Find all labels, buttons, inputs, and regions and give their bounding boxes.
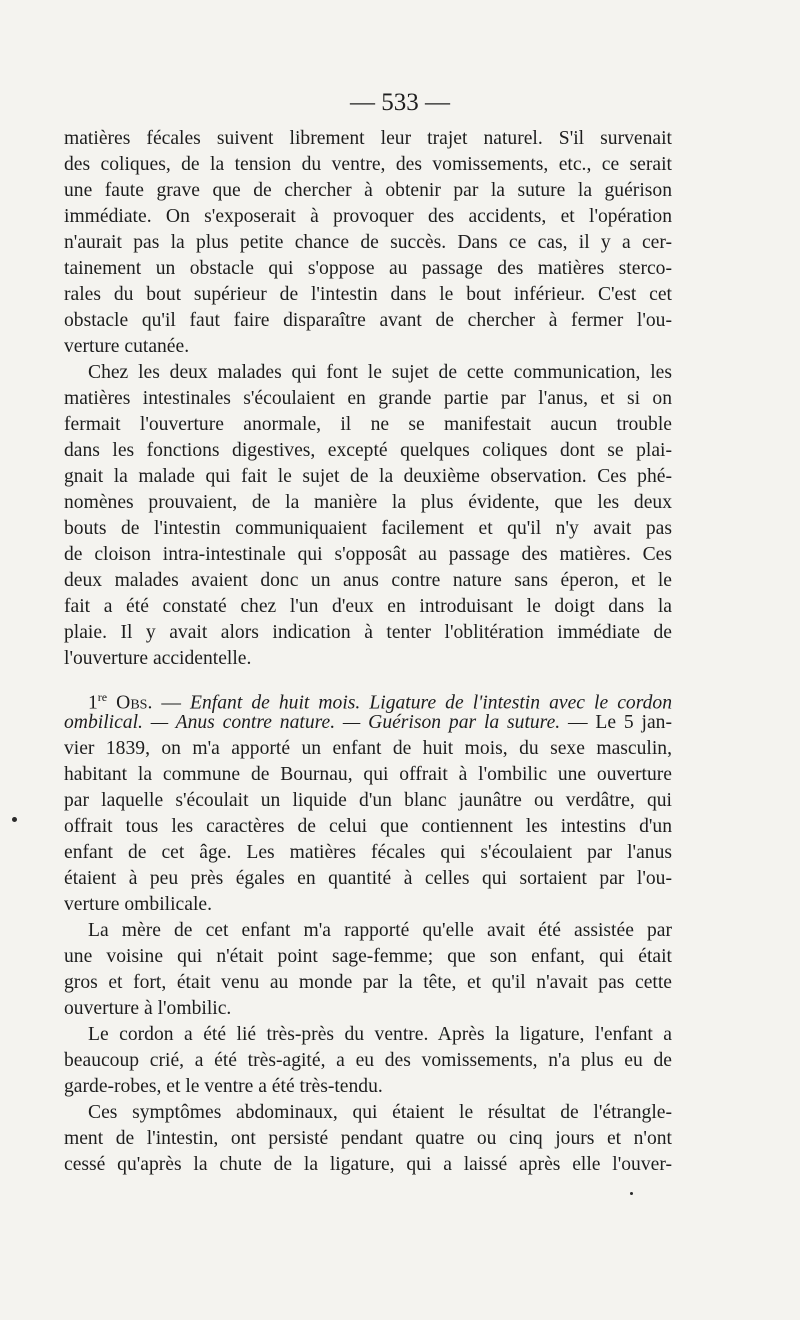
text-line: verture cutanée.	[64, 336, 190, 357]
text-line: nomènes prouvaient, de la manière la plus évidente, que les deux	[64, 492, 672, 513]
print-speck	[630, 1192, 633, 1195]
text-line: ment de l'intestin, ont persisté pendant quatre ou cinq jours et n'ont	[64, 1128, 672, 1149]
text-line: rales du bout supérieur de l'intestin dans le bout inférieur. C'est cet	[64, 284, 672, 305]
text-line: matières intestinales s'écoulaient en grande partie par l'anus, et si on	[64, 388, 672, 409]
observation-title-continued: ombilical. — Anus contre nature. — Guérison par la suture.	[64, 712, 561, 733]
text-line: vier 1839, on m'a apporté un enfant de huit mois, du sexe masculin,	[64, 738, 672, 759]
text-line: offrait tous les caractères de celui que contiennent les intestins d'un	[64, 816, 672, 837]
observation-title-line	[64, 684, 672, 714]
text-line: immédiate. On s'exposerait à provoquer des accidents, et l'opération	[64, 206, 672, 227]
observation-label: Obs.	[116, 692, 153, 714]
text-line: bouts de l'intestin communiquaient facilement et qu'il n'y avait pas	[64, 518, 672, 539]
text-line: n'aurait pas la plus petite chance de succès. Dans ce cas, il y a cer-	[64, 232, 672, 253]
text-line: par laquelle s'écoulait un liquide d'un blanc jaunâtre ou verdâtre, qui	[64, 790, 672, 811]
text-line: une faute grave que de chercher à obtenir par la suture la guérison	[64, 180, 672, 201]
text-line: Ces symptômes abdominaux, qui étaient le résultat de l'étrangle-	[88, 1102, 672, 1123]
text-line: matières fécales suivent librement leur trajet naturel. S'il survenait	[64, 128, 672, 149]
text-line: gnait la malade qui fait le sujet de la deuxième observation. Ces phé-	[64, 466, 672, 487]
text-line: dans les fonctions digestives, excepté quelques coliques dont se plai-	[64, 440, 672, 461]
observation-date-start: — Le 5 jan-	[560, 712, 672, 733]
text-line: une voisine qui n'était point sage-femme; que son enfant, qui était	[64, 946, 672, 967]
text-line: La mère de cet enfant m'a rapporté qu'elle avait été assistée par	[88, 920, 672, 941]
text-line: fermait l'ouverture anormale, il ne se manifestait aucun trouble	[64, 414, 672, 435]
text-line: gros et fort, était venu au monde par la tête, et qu'il n'avait pas cette	[64, 972, 672, 993]
text-line: étaient à peu près égales en quantité à celles qui sortaient par l'ou-	[64, 868, 672, 889]
text-line: fait a été constaté chez l'un d'eux en introduisant le doigt dans la	[64, 596, 672, 617]
text-line: habitant la commune de Bournau, qui offrait à l'ombilic une ouverture	[64, 764, 672, 785]
paragraph-1	[64, 126, 672, 360]
text-line: l'ouverture accidentelle.	[64, 648, 252, 669]
text-line: tainement un obstacle qui s'oppose au passage des matières sterco-	[64, 258, 672, 279]
text-line: verture ombilicale.	[64, 894, 212, 915]
text-block-top	[64, 126, 672, 672]
observation-heading	[64, 684, 672, 918]
paragraph-4	[64, 1022, 672, 1100]
text-line: plaie. Il y avait alors indication à tenter l'oblitération immédiate de	[64, 622, 672, 643]
print-speck	[12, 817, 17, 822]
text-line: cessé qu'après la chute de la ligature, qui a laissé après elle l'ouver-	[64, 1154, 672, 1175]
text-line: Chez les deux malades qui font le sujet de cette communication, les	[88, 362, 672, 383]
observation-block	[64, 684, 672, 1178]
paragraph-2	[64, 360, 672, 672]
text-line: obstacle qu'il faut faire disparaître avant de chercher à fermer l'ou-	[64, 310, 672, 331]
text-line: Le cordon a été lié très-près du ventre. Après la ligature, l'enfant a	[88, 1024, 672, 1045]
text-line: beaucoup crié, a été très-agité, a eu des vomissements, n'a plus eu de	[64, 1050, 672, 1071]
observation-title-line	[64, 710, 672, 736]
observation-title: Enfant de huit mois. Ligature de l'intestin avec le cordon	[190, 692, 672, 714]
page-number: — 533 —	[350, 89, 450, 116]
text-line: deux malades avaient donc un anus contre nature sans éperon, et le	[64, 570, 672, 591]
observation-number-suffix: re	[97, 690, 108, 704]
text-line: ouverture à l'ombilic.	[64, 998, 232, 1019]
paragraph-3	[64, 918, 672, 1022]
observation-dash: —	[152, 692, 191, 714]
text-line: de cloison intra-intestinale qui s'opposât au passage des matières. Ces	[64, 544, 672, 565]
text-line: garde-robes, et le ventre a été très-tendu.	[64, 1076, 383, 1097]
text-line: des coliques, de la tension du ventre, des vomissements, etc., ce serait	[64, 154, 672, 175]
paragraph-5	[64, 1100, 672, 1178]
observation-number: 1	[88, 692, 98, 714]
text-line: enfant de cet âge. Les matières fécales qui s'écoulaient par l'anus	[64, 842, 672, 863]
